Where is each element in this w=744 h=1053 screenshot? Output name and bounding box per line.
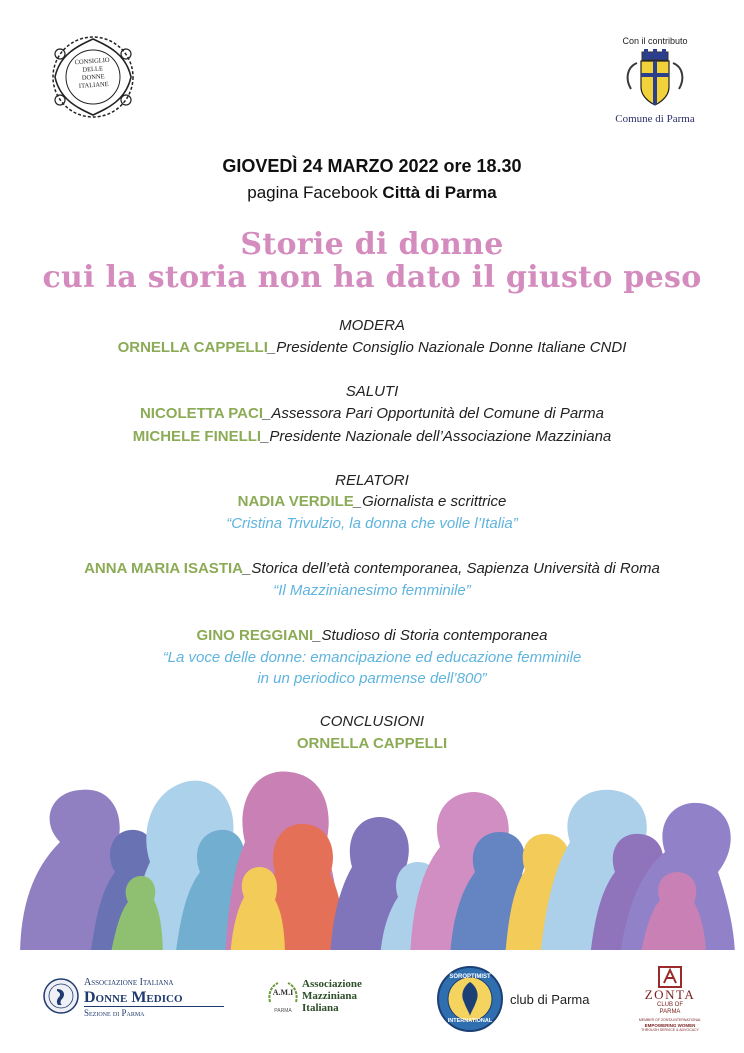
conclusions-name: ORNELLA CAPPELLI — [296, 735, 448, 752]
cndi-logo-text-4: ITALIANE — [78, 80, 109, 91]
moderator-label: MODERA — [339, 317, 405, 334]
greeting-role-2: _Presidente Nazionale dell’Associazione Mazziniana — [261, 428, 612, 445]
event-channel — [0, 183, 744, 203]
zonta-sub2: PARMA — [659, 1009, 681, 1015]
speaker-talk-2: “Il Mazzinianesimo femminile” — [273, 582, 471, 599]
cndi-logo-text-2: DELLE — [82, 65, 104, 74]
event-date-time: GIOVEDÌ 24 MARZO 2022 ore 18.30 — [222, 156, 522, 176]
women-silhouettes-illustration — [0, 762, 744, 958]
zonta-name: ZONTA — [644, 987, 696, 1002]
donne-medico-medal-icon — [42, 977, 80, 1015]
zonta-logo — [638, 966, 702, 1036]
speaker-role-1: _Giornalista e scrittrice — [353, 493, 507, 510]
moderator-name: ORNELLA CAPPELLI — [117, 339, 268, 356]
speaker-entry-3 — [0, 625, 744, 647]
speaker-name-1: NADIA VERDILE — [237, 493, 354, 510]
zonta-tag1: MEMBER OF ZONTA INTERNATIONAL — [638, 1018, 702, 1022]
soroptimist-club-label: club di Parma — [510, 992, 590, 1007]
greeting-role-1: _Assessora Pari Opportunità del Comune di Parma — [263, 405, 605, 422]
donne-medico-line2: Donne Medico — [84, 989, 183, 1006]
speaker-talk-3-line2: in un periodico parmense dell’800” — [257, 670, 487, 687]
soroptimist-logo — [436, 964, 596, 1036]
greeting-name-2: MICHELE FINELLI — [132, 428, 262, 445]
donne-medico-line1: Associazione Italiana — [84, 977, 174, 988]
greeting-name-1: NICOLETTA PACI — [139, 405, 264, 422]
speaker-name-2: ANNA MARIA ISASTIA — [84, 560, 243, 577]
soroptimist-ring-bottom: INTERNATIONAL — [447, 1018, 493, 1024]
cndi-logo — [48, 34, 138, 120]
greeting-entry-2 — [0, 426, 744, 448]
contribution-label: Con il contributo — [622, 36, 688, 46]
speaker-entry-2 — [0, 558, 744, 580]
conclusions-label: CONCLUSIONI — [319, 713, 425, 730]
cndi-logo-text-1: CONSIGLIO — [74, 56, 110, 67]
cndi-logo-text-3: DONNE — [81, 73, 105, 82]
mazziniana-logo — [266, 978, 396, 1022]
mazziniana-line1: Associazione — [302, 978, 362, 990]
mazziniana-line3: Italiana — [302, 1002, 339, 1014]
speakers-label: RELATORI — [335, 472, 409, 489]
zonta-emblem-icon — [658, 966, 682, 988]
city-label: Comune di Parma — [615, 113, 695, 125]
event-channel-prefix: pagina Facebook — [247, 183, 383, 202]
mazziniana-line2: Mazziniana — [302, 990, 357, 1002]
event-channel-name: Città di Parma — [382, 183, 497, 202]
donne-medico-logo — [42, 973, 222, 1021]
event-title-line1: Storie di donne — [240, 227, 504, 262]
zonta-tag3: THROUGH SERVICE & ADVOCACY — [641, 1028, 699, 1032]
zonta-sub1: CLUB OF — [656, 1002, 683, 1008]
speaker-role-3: _Studioso di Storia contemporanea — [313, 627, 548, 644]
greeting-entry-1 — [0, 403, 744, 425]
moderator-entry — [0, 337, 744, 359]
event-title-line2: cui la storia non ha dato il giusto peso — [42, 260, 702, 295]
zonta-tag2: EMPOWERING WOMEN — [644, 1023, 696, 1028]
speaker-role-2: _Storica dell’età contemporanea, Sapienza Università di Roma — [242, 560, 660, 577]
donne-medico-line3: Sezione di Parma — [84, 1006, 224, 1019]
mazziniana-badge-sub: PARMA — [274, 1008, 292, 1014]
mazziniana-badge: A.M.I — [272, 988, 294, 997]
greetings-label: SALUTI — [345, 383, 399, 400]
comune-parma-logo — [605, 36, 705, 132]
moderator-role: _Presidente Consiglio Nazionale Donne Italiane CNDI — [267, 339, 627, 356]
speaker-name-3: GINO REGGIANI — [196, 627, 314, 644]
parma-crest-icon — [623, 49, 687, 111]
speaker-talk-1: “Cristina Trivulzio, la donna che volle l’Italia” — [226, 515, 518, 532]
speaker-entry-1 — [0, 491, 744, 513]
speaker-talk-3-line1: “La voce delle donne: emancipazione ed educazione femminile — [162, 649, 582, 666]
soroptimist-ring-top: SOROPTIMIST — [449, 974, 491, 980]
